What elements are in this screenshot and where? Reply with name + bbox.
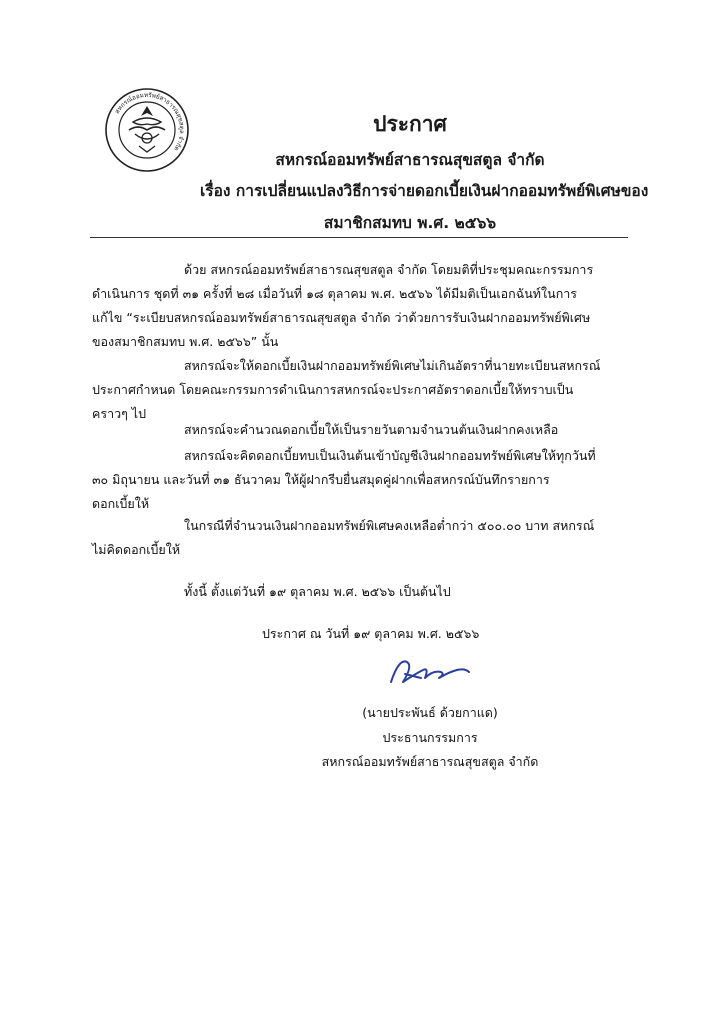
paragraph-line: สหกรณ์จะคิดดอกเบี้ยทบเป็นเงินต้นเข้าบัญชีเงินฝากออมทรัพย์พิเศษให้ทุกวันที่ — [184, 448, 596, 463]
paragraph-minimum-balance — [92, 514, 626, 562]
subject-line-2: สมาชิกสมทบ พ.ศ. ๒๕๖๖ — [323, 214, 497, 232]
paragraph-line: สหกรณ์จะคำนวณดอกเบี้ยให้เป็นรายวันตามจำนวนต้นเงินฝากคงเหลือ — [184, 422, 559, 437]
seal-text: สหกรณ์ออมทรัพย์สาธารณสุขสตูล จำกัด — [113, 91, 186, 152]
signatory-position: ประธานกรรมการ — [382, 730, 478, 745]
paragraph-line: สหกรณ์จะให้ดอกเบี้ยเงินฝากออมทรัพย์พิเศษไม่เกินอัตราที่นายทะเบียนสหกรณ์ — [184, 358, 601, 373]
paragraph-line: ด้วย สหกรณ์ออมทรัพย์สาธารณสุขสตูล จำกัด โดยมติที่ประชุมคณะกรรมการ — [184, 262, 594, 277]
paragraph-line: ในกรณีที่จำนวนเงินฝากออมทรัพย์พิเศษคงเหลือต่ำกว่า ๕๐๐.๐๐ บาท สหกรณ์ — [184, 518, 595, 533]
paragraph-compounding — [92, 444, 626, 516]
page-title: ประกาศ — [373, 112, 447, 136]
signature-icon — [385, 652, 475, 694]
paragraph-line: แก้ไข “ระเบียบสหกรณ์ออมทรัพย์สาธารณสุขสตูล จำกัด ว่าด้วยการรับเงินฝากออมทรัพย์พิเศษ — [92, 310, 591, 325]
paragraph-line: ของสมาชิกสมทบ พ.ศ. ๒๕๖๖” นั้น — [92, 334, 279, 349]
paragraph-preamble — [92, 258, 626, 354]
paragraph-line: ดำเนินการ ชุดที่ ๓๑ ครั้งที่ ๒๘ เมื่อวันที่ ๑๘ ตุลาคม พ.ศ. ๒๕๖๖ ได้มีมติเป็นเอกฉันท์ในการ — [92, 286, 577, 301]
effective-date: ทั้งนี้ ตั้งแต่วันที่ ๑๙ ตุลาคม พ.ศ. ๒๕๖๖ เป็นต้นไป — [184, 584, 451, 599]
paragraph-line: ๓๐ มิถุนายน และวันที่ ๓๑ ธันวาคม ให้ผู้ฝากรีบยื่นสมุดคู่ฝากเพื่อสหกรณ์บันทึกรายการ — [92, 472, 550, 487]
paragraph-line: ไม่คิดดอกเบี้ยให้ — [92, 542, 181, 557]
paragraph-line: คราวๆ ไป — [92, 406, 147, 421]
signatory-organization: สหกรณ์ออมทรัพย์สาธารณสุขสตูล จำกัด — [321, 754, 539, 769]
paragraph-line: ประกาศกำหนด โดยคณะกรรมการดำเนินการสหกรณ์จะประกาศอัตราดอกเบี้ยให้ทราบเป็น — [92, 382, 574, 397]
paragraph-interest-rate — [92, 354, 626, 426]
signatory-name: (นายประพันธ์ ด้วยกาแด) — [362, 705, 498, 720]
paragraph-daily-calculation — [92, 418, 626, 442]
header-divider — [90, 237, 628, 238]
subject-line-1: เรื่อง การเปลี่ยนแปลงวิธีการจ่ายดอกเบี้ยเงินฝากออมทรัพย์พิเศษของ — [200, 182, 649, 200]
paragraph-line: ดอกเบี้ยให้ — [92, 496, 150, 511]
organization-name: สหกรณ์ออมทรัพย์สาธารณสุขสตูล จำกัด — [275, 151, 545, 169]
seal-icon — [103, 86, 191, 174]
announcement-date: ประกาศ ณ วันที่ ๑๙ ตุลาคม พ.ศ. ๒๕๖๖ — [262, 626, 480, 641]
